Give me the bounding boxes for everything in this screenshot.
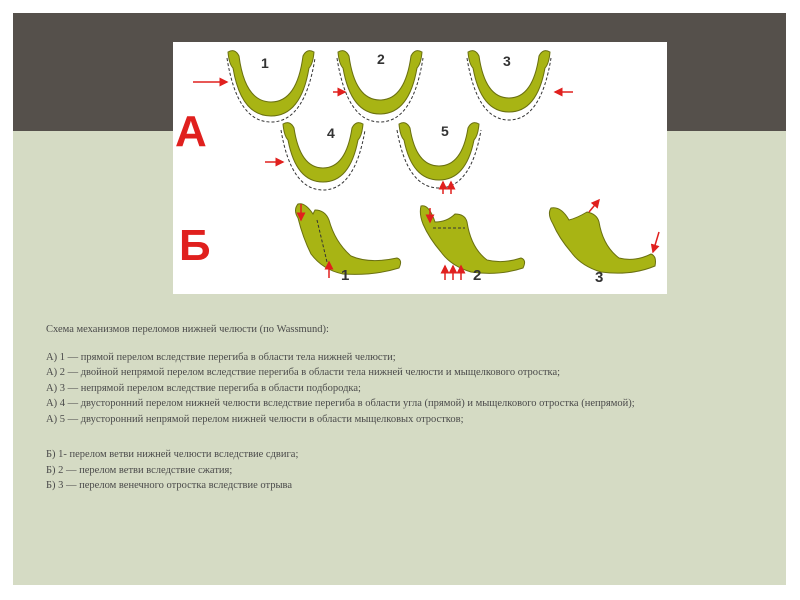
caption-a1: А) 1 — прямой перелом вследствие перегиба в области тела нижней челюсти; <box>46 351 396 363</box>
number-a5: 5 <box>441 123 449 139</box>
caption-b3: Б) 3 — перелом венечного отростка вследствие отрыва <box>46 480 292 491</box>
number-a2: 2 <box>377 51 385 67</box>
caption-a4: А) 4 — двусторонний перелом нижней челюсти вследствие перегиба в области угла (прямой) и мыщелкового отростка (непрямой); <box>46 398 635 409</box>
number-a3: 3 <box>503 53 511 69</box>
jaw-b3 <box>549 200 659 273</box>
group-a-letter: А <box>175 107 207 156</box>
jaw-a5 <box>397 123 481 194</box>
jaw-a4 <box>265 123 365 190</box>
number-b3: 3 <box>595 269 604 286</box>
caption-title: Схема механизмов переломов нижней челюсти (по Wassmund): <box>46 324 329 335</box>
number-a1: 1 <box>261 55 269 71</box>
fracture-diagram <box>173 42 667 294</box>
caption-a5: А) 5 — двусторонний непрямой перелом нижней челюсти в области мыщелковых отростков; <box>46 413 464 425</box>
caption-b2: Б) 2 — перелом ветви вследствие сжатия; <box>46 464 233 476</box>
caption-text <box>46 322 736 494</box>
number-b1: 1 <box>341 267 350 284</box>
number-a4: 4 <box>327 125 335 141</box>
fracture-diagram-svg <box>173 42 667 294</box>
caption-a3: А) 3 — непрямой перелом вследствие перегиба в области подбородка; <box>46 382 361 394</box>
number-b2: 2 <box>473 267 482 284</box>
group-b-letter: Б <box>179 221 211 270</box>
caption-a2: А) 2 — двойной непрямой перелом вследствие перегиба в области тела нижней челюсти и мыщелкового отростка; <box>46 367 561 378</box>
jaw-a3 <box>467 51 573 120</box>
jaw-a1 <box>193 51 315 122</box>
caption-b1: Б) 1- перелом ветви нижней челюсти вследствие сдвига; <box>46 449 299 460</box>
